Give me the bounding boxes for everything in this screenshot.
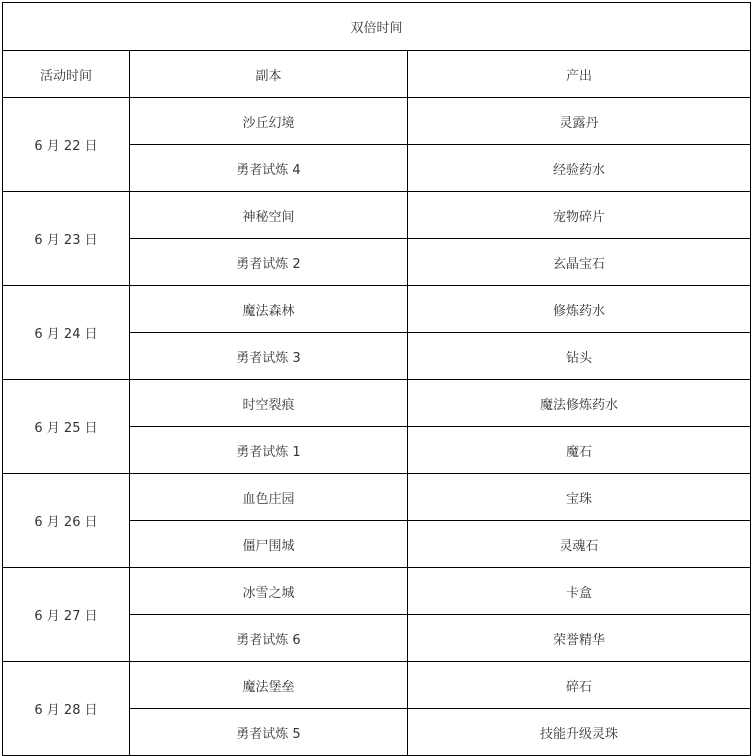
dungeon-cell: 血色庄园	[130, 474, 408, 521]
dungeon-cell: 魔法森林	[130, 286, 408, 333]
output-cell: 魔法修炼药水	[408, 380, 751, 427]
output-cell: 卡盒	[408, 568, 751, 615]
dungeon-cell: 勇者试炼 4	[130, 145, 408, 192]
table-row	[3, 286, 751, 333]
dungeon-cell: 神秘空间	[130, 192, 408, 239]
output-cell: 修炼药水	[408, 286, 751, 333]
date-cell: 6 月 27 日	[3, 568, 130, 662]
output-cell: 钻头	[408, 333, 751, 380]
double-time-schedule-table	[2, 2, 751, 756]
table-row	[3, 192, 751, 239]
dungeon-cell: 勇者试炼 6	[130, 615, 408, 662]
table-row	[3, 98, 751, 145]
table-row	[3, 568, 751, 615]
output-cell: 灵魂石	[408, 521, 751, 568]
output-cell: 灵露丹	[408, 98, 751, 145]
date-cell: 6 月 23 日	[3, 192, 130, 286]
output-cell: 魔石	[408, 427, 751, 474]
date-cell: 6 月 26 日	[3, 474, 130, 568]
header-date: 活动时间	[3, 51, 130, 98]
output-cell: 玄晶宝石	[408, 239, 751, 286]
output-cell: 技能升级灵珠	[408, 709, 751, 756]
dungeon-cell: 勇者试炼 2	[130, 239, 408, 286]
header-dungeon: 副本	[130, 51, 408, 98]
date-cell: 6 月 28 日	[3, 662, 130, 756]
date-cell: 6 月 22 日	[3, 98, 130, 192]
output-cell: 荣誉精华	[408, 615, 751, 662]
header-row	[3, 51, 751, 98]
output-cell: 宝珠	[408, 474, 751, 521]
dungeon-cell: 时空裂痕	[130, 380, 408, 427]
table-row	[3, 474, 751, 521]
dungeon-cell: 勇者试炼 5	[130, 709, 408, 756]
dungeon-cell: 勇者试炼 1	[130, 427, 408, 474]
table-row	[3, 380, 751, 427]
date-cell: 6 月 24 日	[3, 286, 130, 380]
date-cell: 6 月 25 日	[3, 380, 130, 474]
title-row	[3, 3, 751, 51]
output-cell: 宠物碎片	[408, 192, 751, 239]
dungeon-cell: 勇者试炼 3	[130, 333, 408, 380]
output-cell: 经验药水	[408, 145, 751, 192]
header-output: 产出	[408, 51, 751, 98]
table-title: 双倍时间	[3, 3, 751, 51]
dungeon-cell: 魔法堡垒	[130, 662, 408, 709]
table-row	[3, 662, 751, 709]
dungeon-cell: 僵尸围城	[130, 521, 408, 568]
output-cell: 碎石	[408, 662, 751, 709]
dungeon-cell: 冰雪之城	[130, 568, 408, 615]
dungeon-cell: 沙丘幻境	[130, 98, 408, 145]
